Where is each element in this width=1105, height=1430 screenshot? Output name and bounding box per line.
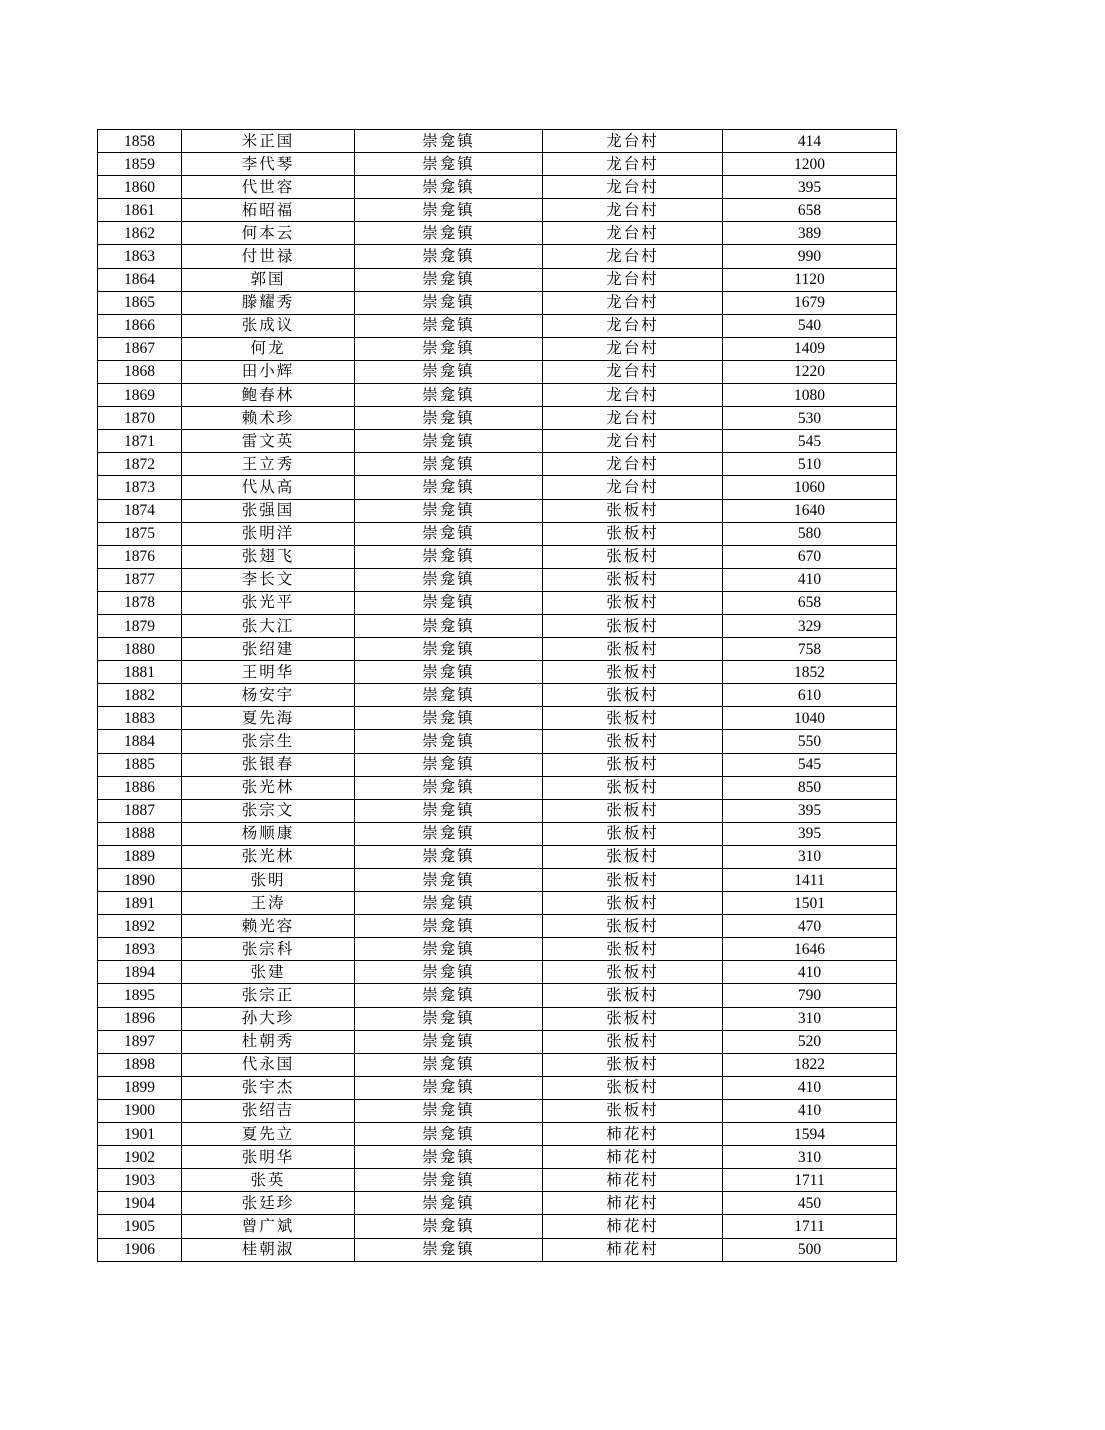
name-cell: 张明: [182, 869, 355, 892]
table-row: [98, 822, 897, 845]
amount-cell: 658: [723, 591, 897, 614]
town-cell: 崇龛镇: [355, 153, 543, 176]
town-cell: 崇龛镇: [355, 661, 543, 684]
table-row: [98, 337, 897, 360]
village-cell: 张板村: [543, 684, 723, 707]
town-cell: 崇龛镇: [355, 1076, 543, 1099]
village-cell: 张板村: [543, 499, 723, 522]
row-number-cell: 1862: [98, 222, 182, 245]
village-cell: 张板村: [543, 961, 723, 984]
name-cell: 张英: [182, 1169, 355, 1192]
village-cell: 柿花村: [543, 1215, 723, 1238]
village-cell: 龙台村: [543, 176, 723, 199]
town-cell: 崇龛镇: [355, 384, 543, 407]
row-number-cell: 1867: [98, 337, 182, 360]
village-cell: 龙台村: [543, 360, 723, 383]
name-cell: 张宗生: [182, 730, 355, 753]
name-cell: 张光林: [182, 845, 355, 868]
town-cell: 崇龛镇: [355, 245, 543, 268]
town-cell: 崇龛镇: [355, 499, 543, 522]
table-row: [98, 199, 897, 222]
table-row: [98, 545, 897, 568]
town-cell: 崇龛镇: [355, 568, 543, 591]
amount-cell: 414: [723, 130, 897, 153]
amount-cell: 550: [723, 730, 897, 753]
row-number-cell: 1897: [98, 1030, 182, 1053]
name-cell: 何龙: [182, 337, 355, 360]
village-cell: 柿花村: [543, 1146, 723, 1169]
row-number-cell: 1881: [98, 661, 182, 684]
town-cell: 崇龛镇: [355, 522, 543, 545]
village-cell: 张板村: [543, 568, 723, 591]
table-row: [98, 268, 897, 291]
row-number-cell: 1883: [98, 707, 182, 730]
village-cell: 龙台村: [543, 153, 723, 176]
name-cell: 代世容: [182, 176, 355, 199]
name-cell: 张银春: [182, 753, 355, 776]
amount-cell: 1501: [723, 892, 897, 915]
row-number-cell: 1889: [98, 845, 182, 868]
name-cell: 米正国: [182, 130, 355, 153]
table-row: [98, 1215, 897, 1238]
table-row: [98, 591, 897, 614]
village-cell: 张板村: [543, 730, 723, 753]
amount-cell: 1852: [723, 661, 897, 684]
row-number-cell: 1895: [98, 984, 182, 1007]
table-row: [98, 1007, 897, 1030]
table-row: [98, 453, 897, 476]
table-row: [98, 707, 897, 730]
name-cell: 张建: [182, 961, 355, 984]
amount-cell: 1040: [723, 707, 897, 730]
amount-cell: 1711: [723, 1169, 897, 1192]
amount-cell: 850: [723, 776, 897, 799]
town-cell: 崇龛镇: [355, 1215, 543, 1238]
name-cell: 杜朝秀: [182, 1030, 355, 1053]
village-cell: 龙台村: [543, 453, 723, 476]
town-cell: 崇龛镇: [355, 1146, 543, 1169]
row-number-cell: 1859: [98, 153, 182, 176]
table-row: [98, 153, 897, 176]
table-row: [98, 1169, 897, 1192]
table-row: [98, 684, 897, 707]
town-cell: 崇龛镇: [355, 869, 543, 892]
town-cell: 崇龛镇: [355, 222, 543, 245]
town-cell: 崇龛镇: [355, 1123, 543, 1146]
name-cell: 张廷珍: [182, 1192, 355, 1215]
town-cell: 崇龛镇: [355, 337, 543, 360]
name-cell: 张宗正: [182, 984, 355, 1007]
row-number-cell: 1906: [98, 1238, 182, 1261]
name-cell: 雷文英: [182, 430, 355, 453]
table-row: [98, 568, 897, 591]
village-cell: 张板村: [543, 753, 723, 776]
village-cell: 张板村: [543, 822, 723, 845]
name-cell: 滕耀秀: [182, 291, 355, 314]
town-cell: 崇龛镇: [355, 892, 543, 915]
town-cell: 崇龛镇: [355, 1238, 543, 1261]
table-row: [98, 961, 897, 984]
amount-cell: 1411: [723, 869, 897, 892]
amount-cell: 1640: [723, 499, 897, 522]
row-number-cell: 1858: [98, 130, 182, 153]
village-cell: 龙台村: [543, 314, 723, 337]
name-cell: 张强国: [182, 499, 355, 522]
amount-cell: 329: [723, 614, 897, 637]
row-number-cell: 1882: [98, 684, 182, 707]
row-number-cell: 1875: [98, 522, 182, 545]
village-cell: 张板村: [543, 1099, 723, 1122]
amount-cell: 410: [723, 568, 897, 591]
table-row: [98, 1076, 897, 1099]
village-cell: 张板村: [543, 591, 723, 614]
town-cell: 崇龛镇: [355, 360, 543, 383]
amount-cell: 310: [723, 845, 897, 868]
town-cell: 崇龛镇: [355, 545, 543, 568]
table-row: [98, 892, 897, 915]
village-cell: 龙台村: [543, 130, 723, 153]
table-row: [98, 1238, 897, 1261]
row-number-cell: 1892: [98, 915, 182, 938]
table-row: [98, 245, 897, 268]
amount-cell: 580: [723, 522, 897, 545]
row-number-cell: 1870: [98, 407, 182, 430]
amount-cell: 1646: [723, 938, 897, 961]
town-cell: 崇龛镇: [355, 915, 543, 938]
village-cell: 柿花村: [543, 1238, 723, 1261]
table-row: [98, 1099, 897, 1122]
town-cell: 崇龛镇: [355, 268, 543, 291]
town-cell: 崇龛镇: [355, 1099, 543, 1122]
town-cell: 崇龛镇: [355, 753, 543, 776]
table-row: [98, 522, 897, 545]
amount-cell: 1060: [723, 476, 897, 499]
amount-cell: 395: [723, 822, 897, 845]
row-number-cell: 1884: [98, 730, 182, 753]
amount-cell: 470: [723, 915, 897, 938]
table-row: [98, 407, 897, 430]
amount-cell: 1711: [723, 1215, 897, 1238]
village-cell: 张板村: [543, 614, 723, 637]
village-cell: 龙台村: [543, 291, 723, 314]
row-number-cell: 1896: [98, 1007, 182, 1030]
name-cell: 张明洋: [182, 522, 355, 545]
table-row: [98, 776, 897, 799]
village-cell: 龙台村: [543, 384, 723, 407]
town-cell: 崇龛镇: [355, 1053, 543, 1076]
table-row: [98, 984, 897, 1007]
table-row: [98, 661, 897, 684]
row-number-cell: 1878: [98, 591, 182, 614]
name-cell: 杨顺康: [182, 822, 355, 845]
amount-cell: 670: [723, 545, 897, 568]
village-cell: 张板村: [543, 869, 723, 892]
table-row: [98, 638, 897, 661]
village-cell: 张板村: [543, 915, 723, 938]
table-row: [98, 291, 897, 314]
village-cell: 龙台村: [543, 430, 723, 453]
row-number-cell: 1901: [98, 1123, 182, 1146]
name-cell: 王立秀: [182, 453, 355, 476]
table-row: [98, 360, 897, 383]
row-number-cell: 1888: [98, 822, 182, 845]
village-cell: 张板村: [543, 984, 723, 1007]
amount-cell: 540: [723, 314, 897, 337]
name-cell: 张翅飞: [182, 545, 355, 568]
subsidy-table: [97, 129, 897, 1262]
amount-cell: 1200: [723, 153, 897, 176]
row-number-cell: 1891: [98, 892, 182, 915]
amount-cell: 410: [723, 961, 897, 984]
amount-cell: 758: [723, 638, 897, 661]
amount-cell: 1120: [723, 268, 897, 291]
table-row: [98, 730, 897, 753]
village-cell: 张板村: [543, 661, 723, 684]
village-cell: 张板村: [543, 1053, 723, 1076]
amount-cell: 310: [723, 1007, 897, 1030]
row-number-cell: 1885: [98, 753, 182, 776]
village-cell: 龙台村: [543, 199, 723, 222]
town-cell: 崇龛镇: [355, 130, 543, 153]
row-number-cell: 1866: [98, 314, 182, 337]
town-cell: 崇龛镇: [355, 684, 543, 707]
amount-cell: 500: [723, 1238, 897, 1261]
town-cell: 崇龛镇: [355, 799, 543, 822]
amount-cell: 410: [723, 1099, 897, 1122]
name-cell: 田小辉: [182, 360, 355, 383]
row-number-cell: 1886: [98, 776, 182, 799]
table-body: [98, 130, 897, 1262]
town-cell: 崇龛镇: [355, 822, 543, 845]
town-cell: 崇龛镇: [355, 453, 543, 476]
village-cell: 龙台村: [543, 268, 723, 291]
village-cell: 龙台村: [543, 476, 723, 499]
table-row: [98, 430, 897, 453]
name-cell: 李代琴: [182, 153, 355, 176]
row-number-cell: 1871: [98, 430, 182, 453]
amount-cell: 310: [723, 1146, 897, 1169]
amount-cell: 395: [723, 176, 897, 199]
table-row: [98, 1146, 897, 1169]
name-cell: 张绍建: [182, 638, 355, 661]
row-number-cell: 1899: [98, 1076, 182, 1099]
table-row: [98, 753, 897, 776]
amount-cell: 545: [723, 753, 897, 776]
name-cell: 曾广斌: [182, 1215, 355, 1238]
village-cell: 张板村: [543, 938, 723, 961]
town-cell: 崇龛镇: [355, 845, 543, 868]
row-number-cell: 1900: [98, 1099, 182, 1122]
town-cell: 崇龛镇: [355, 476, 543, 499]
table-row: [98, 614, 897, 637]
village-cell: 张板村: [543, 545, 723, 568]
town-cell: 崇龛镇: [355, 314, 543, 337]
amount-cell: 1594: [723, 1123, 897, 1146]
name-cell: 王涛: [182, 892, 355, 915]
row-number-cell: 1887: [98, 799, 182, 822]
table-row: [98, 314, 897, 337]
table-row: [98, 915, 897, 938]
name-cell: 张宇杰: [182, 1076, 355, 1099]
name-cell: 代从高: [182, 476, 355, 499]
row-number-cell: 1874: [98, 499, 182, 522]
name-cell: 付世禄: [182, 245, 355, 268]
town-cell: 崇龛镇: [355, 407, 543, 430]
amount-cell: 658: [723, 199, 897, 222]
name-cell: 赖光容: [182, 915, 355, 938]
town-cell: 崇龛镇: [355, 938, 543, 961]
row-number-cell: 1861: [98, 199, 182, 222]
amount-cell: 395: [723, 799, 897, 822]
table-row: [98, 1192, 897, 1215]
name-cell: 王明华: [182, 661, 355, 684]
town-cell: 崇龛镇: [355, 176, 543, 199]
amount-cell: 520: [723, 1030, 897, 1053]
name-cell: 张宗文: [182, 799, 355, 822]
table-row: [98, 869, 897, 892]
table-row: [98, 799, 897, 822]
name-cell: 孙大珍: [182, 1007, 355, 1030]
name-cell: 赖术珍: [182, 407, 355, 430]
row-number-cell: 1879: [98, 614, 182, 637]
table-row: [98, 222, 897, 245]
village-cell: 龙台村: [543, 222, 723, 245]
town-cell: 崇龛镇: [355, 199, 543, 222]
row-number-cell: 1868: [98, 360, 182, 383]
row-number-cell: 1903: [98, 1169, 182, 1192]
amount-cell: 990: [723, 245, 897, 268]
town-cell: 崇龛镇: [355, 707, 543, 730]
amount-cell: 1822: [723, 1053, 897, 1076]
town-cell: 崇龛镇: [355, 730, 543, 753]
town-cell: 崇龛镇: [355, 984, 543, 1007]
name-cell: 柘昭福: [182, 199, 355, 222]
name-cell: 代永国: [182, 1053, 355, 1076]
name-cell: 张大江: [182, 614, 355, 637]
village-cell: 柿花村: [543, 1169, 723, 1192]
amount-cell: 410: [723, 1076, 897, 1099]
row-number-cell: 1898: [98, 1053, 182, 1076]
town-cell: 崇龛镇: [355, 1169, 543, 1192]
name-cell: 桂朝淑: [182, 1238, 355, 1261]
row-number-cell: 1902: [98, 1146, 182, 1169]
name-cell: 李长文: [182, 568, 355, 591]
village-cell: 张板村: [543, 1007, 723, 1030]
village-cell: 张板村: [543, 892, 723, 915]
row-number-cell: 1869: [98, 384, 182, 407]
name-cell: 张宗科: [182, 938, 355, 961]
town-cell: 崇龛镇: [355, 291, 543, 314]
name-cell: 鲍春林: [182, 384, 355, 407]
town-cell: 崇龛镇: [355, 430, 543, 453]
row-number-cell: 1876: [98, 545, 182, 568]
name-cell: 郭国: [182, 268, 355, 291]
village-cell: 张板村: [543, 522, 723, 545]
row-number-cell: 1873: [98, 476, 182, 499]
amount-cell: 1409: [723, 337, 897, 360]
village-cell: 柿花村: [543, 1123, 723, 1146]
table-row: [98, 938, 897, 961]
village-cell: 龙台村: [543, 407, 723, 430]
row-number-cell: 1877: [98, 568, 182, 591]
name-cell: 杨安宇: [182, 684, 355, 707]
town-cell: 崇龛镇: [355, 1030, 543, 1053]
row-number-cell: 1890: [98, 869, 182, 892]
table-row: [98, 130, 897, 153]
town-cell: 崇龛镇: [355, 1192, 543, 1215]
amount-cell: 450: [723, 1192, 897, 1215]
amount-cell: 510: [723, 453, 897, 476]
village-cell: 张板村: [543, 1076, 723, 1099]
table-row: [98, 1123, 897, 1146]
row-number-cell: 1865: [98, 291, 182, 314]
table-row: [98, 384, 897, 407]
table-row: [98, 1053, 897, 1076]
village-cell: 张板村: [543, 707, 723, 730]
name-cell: 夏先海: [182, 707, 355, 730]
amount-cell: 1679: [723, 291, 897, 314]
amount-cell: 610: [723, 684, 897, 707]
town-cell: 崇龛镇: [355, 961, 543, 984]
table-row: [98, 176, 897, 199]
name-cell: 何本云: [182, 222, 355, 245]
town-cell: 崇龛镇: [355, 776, 543, 799]
row-number-cell: 1894: [98, 961, 182, 984]
row-number-cell: 1860: [98, 176, 182, 199]
row-number-cell: 1905: [98, 1215, 182, 1238]
amount-cell: 790: [723, 984, 897, 1007]
village-cell: 张板村: [543, 776, 723, 799]
town-cell: 崇龛镇: [355, 614, 543, 637]
village-cell: 柿花村: [543, 1192, 723, 1215]
village-cell: 张板村: [543, 638, 723, 661]
name-cell: 张明华: [182, 1146, 355, 1169]
name-cell: 张绍吉: [182, 1099, 355, 1122]
town-cell: 崇龛镇: [355, 591, 543, 614]
row-number-cell: 1904: [98, 1192, 182, 1215]
row-number-cell: 1880: [98, 638, 182, 661]
amount-cell: 389: [723, 222, 897, 245]
amount-cell: 530: [723, 407, 897, 430]
village-cell: 张板村: [543, 1030, 723, 1053]
name-cell: 夏先立: [182, 1123, 355, 1146]
row-number-cell: 1872: [98, 453, 182, 476]
village-cell: 张板村: [543, 799, 723, 822]
town-cell: 崇龛镇: [355, 1007, 543, 1030]
amount-cell: 1220: [723, 360, 897, 383]
table-row: [98, 499, 897, 522]
name-cell: 张光平: [182, 591, 355, 614]
table-row: [98, 845, 897, 868]
name-cell: 张光林: [182, 776, 355, 799]
table-row: [98, 1030, 897, 1053]
village-cell: 龙台村: [543, 245, 723, 268]
row-number-cell: 1864: [98, 268, 182, 291]
village-cell: 张板村: [543, 845, 723, 868]
row-number-cell: 1893: [98, 938, 182, 961]
village-cell: 龙台村: [543, 337, 723, 360]
name-cell: 张成议: [182, 314, 355, 337]
town-cell: 崇龛镇: [355, 638, 543, 661]
amount-cell: 1080: [723, 384, 897, 407]
row-number-cell: 1863: [98, 245, 182, 268]
amount-cell: 545: [723, 430, 897, 453]
table-row: [98, 476, 897, 499]
